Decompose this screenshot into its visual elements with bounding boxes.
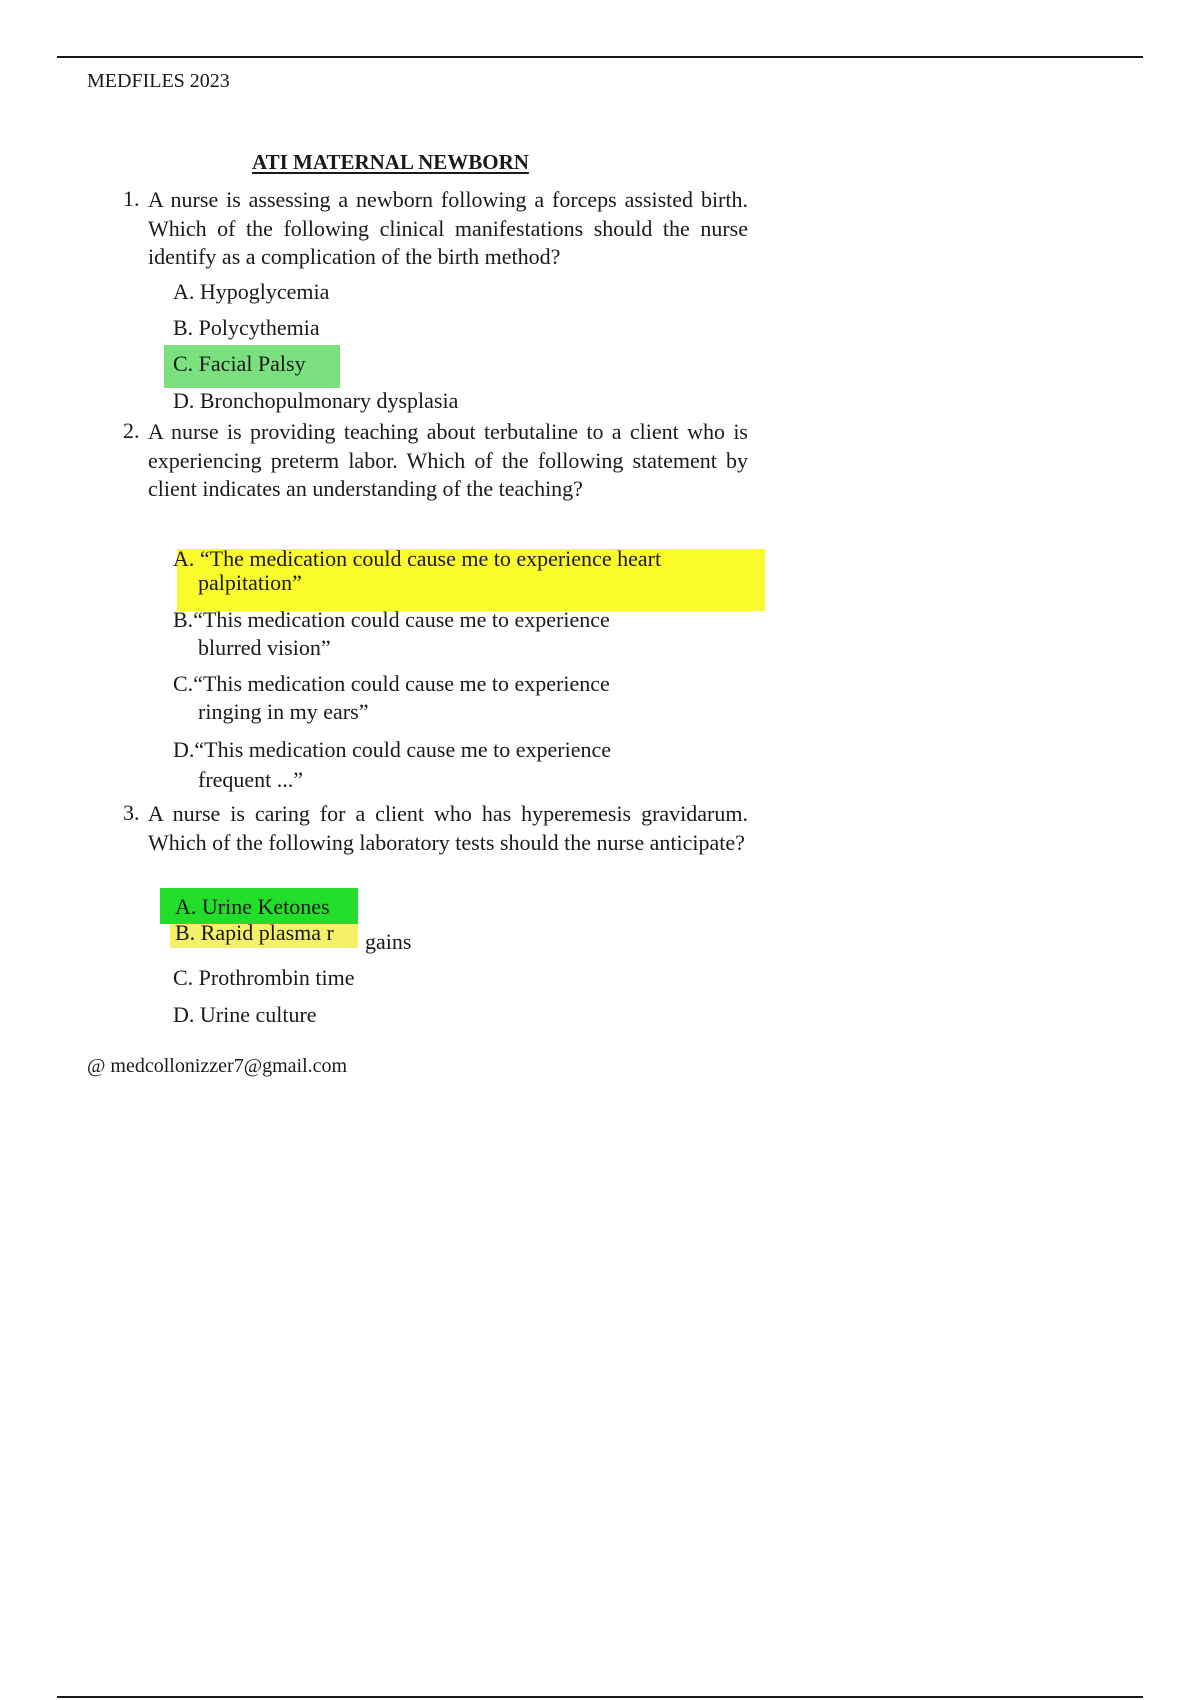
- q2-option-d: [173, 735, 611, 795]
- q2-option-b-line2: blurred vision”: [198, 635, 331, 660]
- question-3-number: 3.: [123, 800, 140, 825]
- q2-option-d-line1: D.“This medication could cause me to experience: [173, 737, 611, 762]
- footer-email: @ medcollonizzer7@gmail.com: [87, 1055, 348, 1077]
- top-rule: [57, 56, 1143, 58]
- document-title: ATI MATERNAL NEWBORN: [252, 150, 529, 174]
- q3-option-c: C. Prothrombin time: [173, 965, 355, 990]
- q2-option-a-line1: A. “The medication could cause me to experience heart: [173, 546, 662, 571]
- q2-option-a-line2: palpitation”: [198, 570, 302, 595]
- q1-option-a: A. Hypoglycemia: [173, 279, 330, 304]
- question-1-number: 1.: [123, 186, 140, 211]
- q3-option-b: B. Rapid plasma r: [175, 920, 334, 945]
- question-2-number: 2.: [123, 418, 140, 443]
- q1-option-d: D. Bronchopulmonary dysplasia: [173, 388, 459, 413]
- q3-option-d: D. Urine culture: [173, 1002, 317, 1027]
- question-1-text: A nurse is assessing a newborn following a forceps assisted birth. Which of the following clinical manifestations should the nurse identify as a complication of the birth method?: [148, 187, 748, 269]
- question-2-text: A nurse is providing teaching about terbutaline to a client who is experiencing preterm labor. Which of the following statement by client indicates an understanding of the teaching?: [148, 419, 748, 501]
- document-header: MEDFILES 2023: [87, 70, 230, 92]
- q2-option-c-line1: C.“This medication could cause me to experience: [173, 671, 610, 696]
- q1-option-b: B. Polycythemia: [173, 315, 320, 340]
- q3-option-b-trailing: gains: [365, 929, 412, 954]
- q1-option-c: C. Facial Palsy: [173, 351, 306, 376]
- q3-option-a: A. Urine Ketones: [175, 894, 330, 919]
- q2-option-c: [173, 670, 610, 726]
- q2-option-d-line2: frequent ...”: [198, 767, 304, 792]
- question-3-text: A nurse is caring for a client who has hyperemesis gravidarum. Which of the following laboratory tests should the nurse anticipate?: [148, 801, 748, 855]
- bottom-rule: [57, 1696, 1143, 1698]
- q2-option-c-line2: ringing in my ears”: [198, 699, 369, 724]
- q2-option-a: [173, 547, 661, 595]
- q2-option-b: [173, 606, 610, 662]
- q2-option-b-line1: B.“This medication could cause me to experience: [173, 607, 610, 632]
